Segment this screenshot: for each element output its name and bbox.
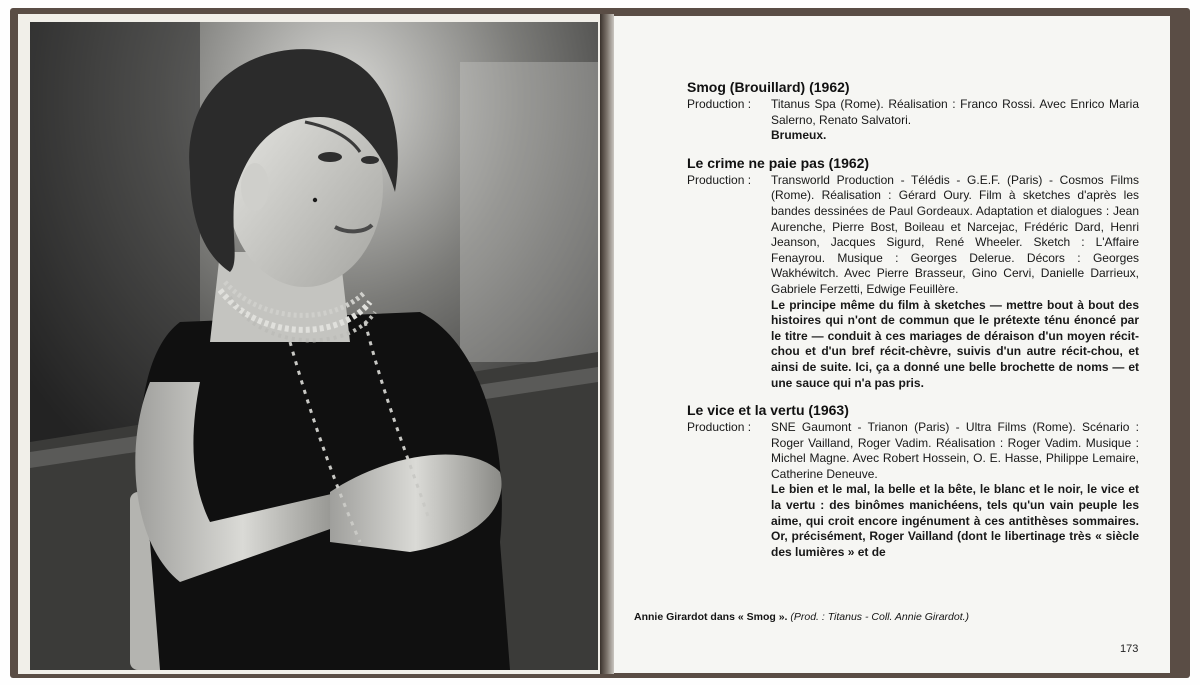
caption-credit: (Prod. : Titanus - Coll. Annie Girardot.) bbox=[790, 611, 970, 623]
portrait-illustration bbox=[30, 22, 598, 670]
credits-text: Transworld Production - Télédis - G.E.F. (Paris) - Cosmos Films (Rome). Réalisation : Gérard Oury. Film à sketches d'après les bandes dessinées de Paul Gordeaux. Adaptation et dialogues : Jean Aurenche, Pierre Bost, Boileau et Narcejac, Frédéric Dard, Henri Jeanson, Jacques Sigurd, René Wheeler. Sketch : L'Affaire Fenayrou. Musique : Georges Delerue. Décors : Georges Wakhéwitch. Avec Pierre Brasseur, Gino Cervi, Danielle Darrieux, Gabriele Ferzetti, Edwige Feuillère. bbox=[771, 172, 1139, 296]
book-gutter bbox=[600, 14, 614, 674]
film-comment: Le principe même du film à sketches — mettre bout à bout des histoires qui n'ont de commun que le prétexte ténu énoncé par le titre — conduit à ces mariages de déraison d'un moyen récit-chou et d'un bref récit-chèvre, suivis d'un autre récit-chou, et ainsi de suite. Ici, ça a donné une belle brochette de noms — et une sauce qui n'a pas pris. bbox=[771, 297, 1139, 390]
photo-annie-girardot bbox=[30, 22, 598, 670]
film-credits bbox=[687, 97, 1139, 128]
credits-label: Production : bbox=[687, 172, 752, 187]
credits-label: Production : bbox=[687, 420, 752, 435]
film-credits bbox=[687, 420, 1139, 482]
film-entry-smog bbox=[687, 78, 1139, 144]
credits-label: Production : bbox=[687, 97, 752, 111]
left-page bbox=[18, 14, 604, 674]
filmography-column bbox=[687, 78, 1139, 570]
film-comment: Le bien et le mal, la belle et la bête, le blanc et le noir, le vice et la vertu : des binômes manichéens, tels qu'un vain peuple les aime, qui croit encore ingénument à ces antithèses sommaires. Or, précisément, Roger Vailland (dont le libertinage très « siècle des lumières » et de bbox=[771, 482, 1139, 559]
film-title: Le vice et la vertu (1963) bbox=[687, 402, 849, 419]
film-title: Le crime ne paie pas (1962) bbox=[687, 154, 870, 171]
film-entry-le-vice-et-la-vertu bbox=[687, 401, 1139, 560]
film-comment: Brumeux. bbox=[771, 128, 827, 143]
credits-text: SNE Gaumont - Trianon (Paris) - Ultra Films (Rome). Scénario : Roger Vailland, Roger Vadim. Réalisation : Roger Vadim. Musique : Michel Magne. Avec Robert Hossein, O. E. Hasse, Philippe Lemaire, Catherine Deneuve. bbox=[771, 420, 1139, 481]
page-number: 173 bbox=[1120, 643, 1139, 655]
caption-main: Annie Girardot dans « Smog ». bbox=[634, 611, 788, 623]
credits-text: Titanus Spa (Rome). Réalisation : Franco Rossi. Avec Enrico Maria Salerno, Renato Salvatori. bbox=[771, 97, 1139, 127]
film-title: Smog (Brouillard) (1962) bbox=[687, 79, 850, 95]
film-entry-le-crime-ne-paie-pas bbox=[687, 154, 1139, 391]
photo-caption bbox=[634, 611, 969, 623]
film-credits bbox=[687, 173, 1139, 298]
